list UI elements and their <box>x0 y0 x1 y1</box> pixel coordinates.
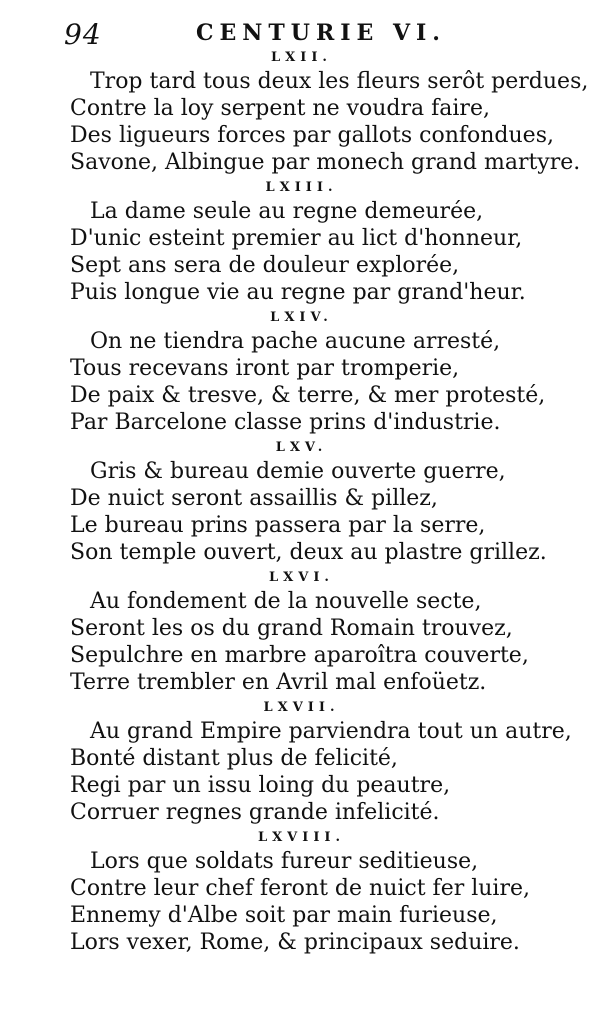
quatrain-numeral: LXV. <box>275 440 328 455</box>
verse-line: D'unic esteint premier au lict d'honneur, <box>70 226 523 251</box>
verse-line: Par Barcelone classe prins d'industrie. <box>70 410 501 435</box>
quatrain-numeral: LXIII. <box>265 180 338 195</box>
verse-line: Savone, Albingue par monech grand martyre. <box>70 150 581 175</box>
quatrain <box>0 180 603 308</box>
verse-line: On ne tiendra pache aucune arresté, <box>90 329 501 354</box>
verse-line: Contre la loy serpent ne voudra faire, <box>70 96 490 121</box>
quatrain-numeral: LXII. <box>271 50 332 65</box>
verse-line: Terre trembler en Avril mal enfoüetz. <box>70 670 487 695</box>
verse-line: De nuict seront assaillis & pillez, <box>70 486 438 511</box>
verse-line: De paix & tresve, & terre, & mer protesté, <box>70 383 546 408</box>
running-title: CENTURIE VI. <box>196 20 446 46</box>
verse-line: Bonté distant plus de felicité, <box>70 746 398 771</box>
verse-line: Contre leur chef feront de nuict fer luire, <box>70 876 530 901</box>
verse-line: Sept ans sera de douleur explorée, <box>70 253 460 278</box>
verse-line: Lors que soldats fureur seditieuse, <box>90 849 479 874</box>
quatrain <box>0 310 603 438</box>
quatrain <box>0 570 603 698</box>
quatrain <box>0 830 603 958</box>
verse-line: Au fondement de la nouvelle secte, <box>90 589 482 614</box>
page-number: 94 <box>64 18 102 51</box>
quatrain-numeral: LXIV. <box>270 310 333 325</box>
quatrain <box>0 440 603 568</box>
verse-line: Lors vexer, Rome, & principaux seduire. <box>70 930 520 955</box>
verse-line: Puis longue vie au regne par grand'heur. <box>70 280 526 305</box>
verse-line: Regi par un issu loing du peautre, <box>70 773 451 798</box>
quatrain <box>0 700 603 828</box>
verse-line: Le bureau prins passera par la serre, <box>70 513 486 538</box>
verse-line: Trop tard tous deux les fleurs serôt perdues, <box>90 69 589 94</box>
verse-line: Ennemy d'Albe soit par main furieuse, <box>70 903 498 928</box>
verse-line: Seront les os du grand Romain trouvez, <box>70 616 513 641</box>
verse-line: Gris & bureau demie ouverte guerre, <box>90 459 506 484</box>
verse-line: Sepulchre en marbre aparoîtra couverte, <box>70 643 529 668</box>
verse-line: Au grand Empire parviendra tout un autre, <box>90 719 572 744</box>
verse-line: Tous recevans iront par tromperie, <box>70 356 460 381</box>
running-head <box>64 18 534 51</box>
quatrain-numeral: LXVI. <box>269 570 334 585</box>
verse-line: La dame seule au regne demeurée, <box>90 199 484 224</box>
quatrain <box>0 50 603 178</box>
quatrain-numeral: LXVII. <box>263 700 340 715</box>
verse-line: Des ligueurs forces par gallots confondues, <box>70 123 554 148</box>
quatrain-numeral: LXVIII. <box>257 830 346 845</box>
verse-line: Corruer regnes grande infelicité. <box>70 800 440 825</box>
verse-line: Son temple ouvert, deux au plastre grillez. <box>70 540 547 565</box>
